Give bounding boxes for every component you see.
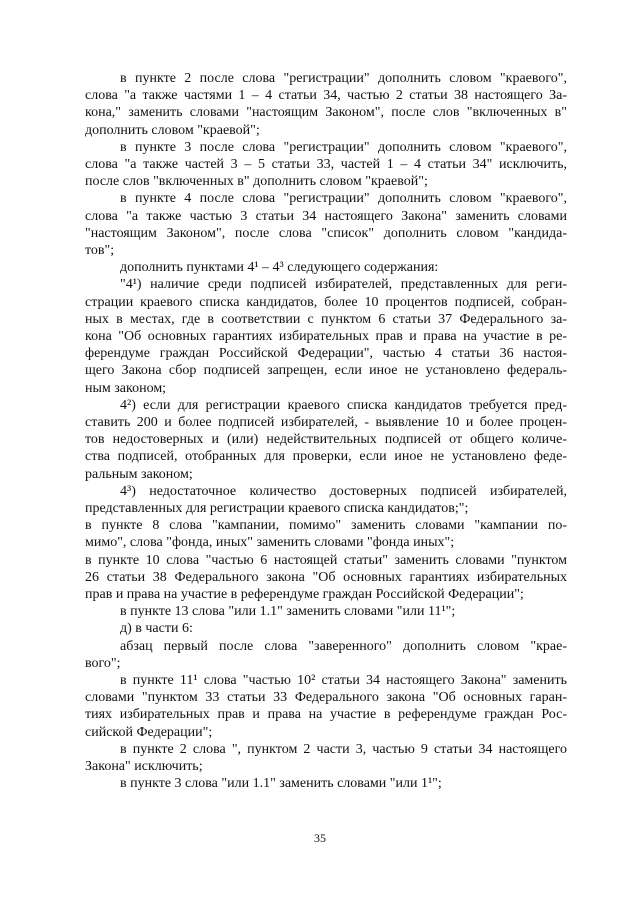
text-line: 4³) недостаточное количество достоверных подписей избирателей, xyxy=(120,483,567,499)
text-line: представленных для регистрации краевого списка кандидатов;"; xyxy=(85,501,469,516)
text-line: вого"; xyxy=(85,655,121,671)
text-line: в пункте 4 после слова "регистрации" дополнить словом "краевого", xyxy=(120,191,567,207)
text-line: "4¹) наличие среди подписей избирателей, представленных для реги- xyxy=(120,277,567,293)
text-line: сийской Федерации"; xyxy=(85,724,213,740)
text-line: кона "Об основных гарантиях избирательных прав и права на участие в ре- xyxy=(85,329,567,344)
text-line: в пункте 3 слова "или 1.1" заменить словами "или 1¹"; xyxy=(120,776,442,792)
text-line: д) в части 6: xyxy=(120,621,193,637)
text-line: слова "а также частью 3 статьи 34 настоящего Закона" заменить словами xyxy=(85,208,567,224)
text-line: в пункте 3 после слова "регистрации" дополнить словом "краевого", xyxy=(120,139,567,155)
text-line: ным законом; xyxy=(85,380,167,396)
text-line: слова "а также частей 3 – 5 статьи 33, частей 1 – 4 статьи 34" исключить, xyxy=(85,157,567,172)
text-line: словами "пунктом 33 статьи 33 Федерального закона "Об основных гаран- xyxy=(85,690,567,706)
text-line: слова "а также частями 1 – 4 статьи 34, частью 2 статьи 38 настоящего За- xyxy=(85,88,567,104)
text-line: прав и права на участие в референдуме граждан Российской Федерации"; xyxy=(85,587,524,602)
text-line: мимо", слова "фонда, иных" заменить словами "фонда иных"; xyxy=(85,535,455,551)
text-line: в пункте 11¹ слова "частью 10² статьи 34 настоящего Закона" заменить xyxy=(120,673,567,688)
text-line: тов недостоверных и (или) недействительных подписей от общего количе- xyxy=(85,432,567,448)
text-line: ральным законом; xyxy=(85,466,193,482)
text-line: 26 статьи 38 Федерального закона "Об основных гарантиях избирательных xyxy=(85,569,567,585)
text-line: в пункте 2 после слова "регистрации" дополнить словом "краевого", xyxy=(120,71,567,86)
text-line: в пункте 8 слова "кампании, помимо" заменить словами "кампании по- xyxy=(85,518,567,534)
text-line: после слов "включенных в" дополнить словом "краевой"; xyxy=(85,174,428,190)
text-line: "настоящим Законом", после слова "список" дополнить словом "кандида- xyxy=(85,225,567,241)
text-line: страции краевого списка кандидатов, более 10 процентов подписей, собран- xyxy=(85,294,567,310)
text-line: ных в местах, где в соответствии с пунктом 6 статьи 37 Федерального за- xyxy=(85,311,567,327)
text-line: 4²) если для регистрации краевого списка кандидатов требуется пред- xyxy=(120,397,567,413)
text-line: ства подписей, отобранных для проверки, если иное не установлено феде- xyxy=(85,449,567,465)
text-line: тиях избирательных прав и права на участие в референдуме граждан Рос- xyxy=(85,707,567,723)
text-line: Закона" исключить; xyxy=(85,759,203,774)
text-line: в пункте 2 слова ", пунктом 2 части 3, частью 9 статьи 34 настоящего xyxy=(120,741,567,757)
text-line: щего Закона сбор подписей запрещен, если иное не установлено федераль- xyxy=(85,363,567,379)
text-line: в пункте 13 слова "или 1.1" заменить словами "или 11¹"; xyxy=(120,604,456,620)
text-line: дополнить пунктами 4¹ – 4³ следующего содержания: xyxy=(120,260,439,276)
text-line: абзац первый после слова "заверенного" дополнить словом "крае- xyxy=(120,638,567,654)
page-number: 35 xyxy=(314,831,326,845)
text-line: в пункте 10 слова "частью 6 настоящей статьи" заменить словами "пунктом xyxy=(85,552,567,568)
text-line: тов"; xyxy=(85,243,115,258)
text-line: кона," заменить словами "настоящим Законом", после слов "включенных в" xyxy=(85,105,567,121)
text-line: дополнить словом "краевой"; xyxy=(85,122,260,138)
text-line: ферендуме граждан Российской Федерации", частью 4 статьи 36 настоя- xyxy=(85,346,567,362)
text-line: ставить 200 и более подписей избирателей, - выявление 10 и более процен- xyxy=(85,415,567,430)
